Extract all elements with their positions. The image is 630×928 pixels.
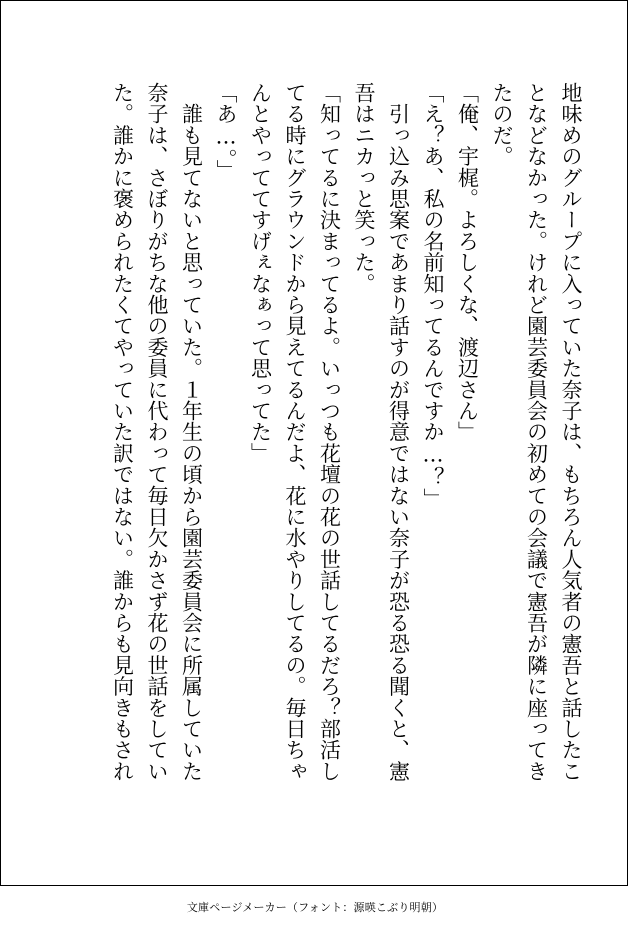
footer-caption: 文庫ページメーカー（フォント：源暎こぶり明朝） <box>186 901 444 914</box>
text-line: 「え？あ、私の名前知ってるんですか…？」 <box>421 82 445 509</box>
vertical-text-body <box>105 82 588 812</box>
text-line: 誰も見てないと思っていた。１年生の頃から園芸委員会に所属していた <box>179 82 204 782</box>
text-line: 吾はニカっと笑った。 <box>352 82 376 294</box>
text-line: 地味めのグループに入っていた奈子は、もちろん人気者の憲吾と話したこ <box>559 82 583 782</box>
text-line: たのだ。 <box>490 82 514 167</box>
text-line: 「知ってるに決まってるよ。いっつも花壇の花の世話してるだろ？部活し <box>317 82 342 782</box>
text-line: 奈子は、さぼりがちな他の委員に代わって毎日欠かさず花の世話をしてい <box>145 82 169 782</box>
text-line: た。誰かに褒められたくてやっていた訳ではない。誰からも見向きもされ <box>110 82 135 782</box>
text-line: んとやっててすげぇなぁって思ってた」 <box>248 82 273 464</box>
text-line: となどなかった。けれど園芸委員会の初めての会議で憲吾が隣に座ってき <box>524 82 549 782</box>
text-line: てる時にグラウンドから見えてるんだよ、花に水やりしてるの。毎日ちゃ <box>283 82 307 782</box>
text-line: 「俺、宇梶。よろしくな、渡辺さん」 <box>455 82 480 443</box>
text-line: 「あ…。」 <box>214 82 238 181</box>
text-line: 引っ込み思案であまり話すのが得意ではない奈子が恐る恐る聞くと、憲 <box>386 82 411 782</box>
